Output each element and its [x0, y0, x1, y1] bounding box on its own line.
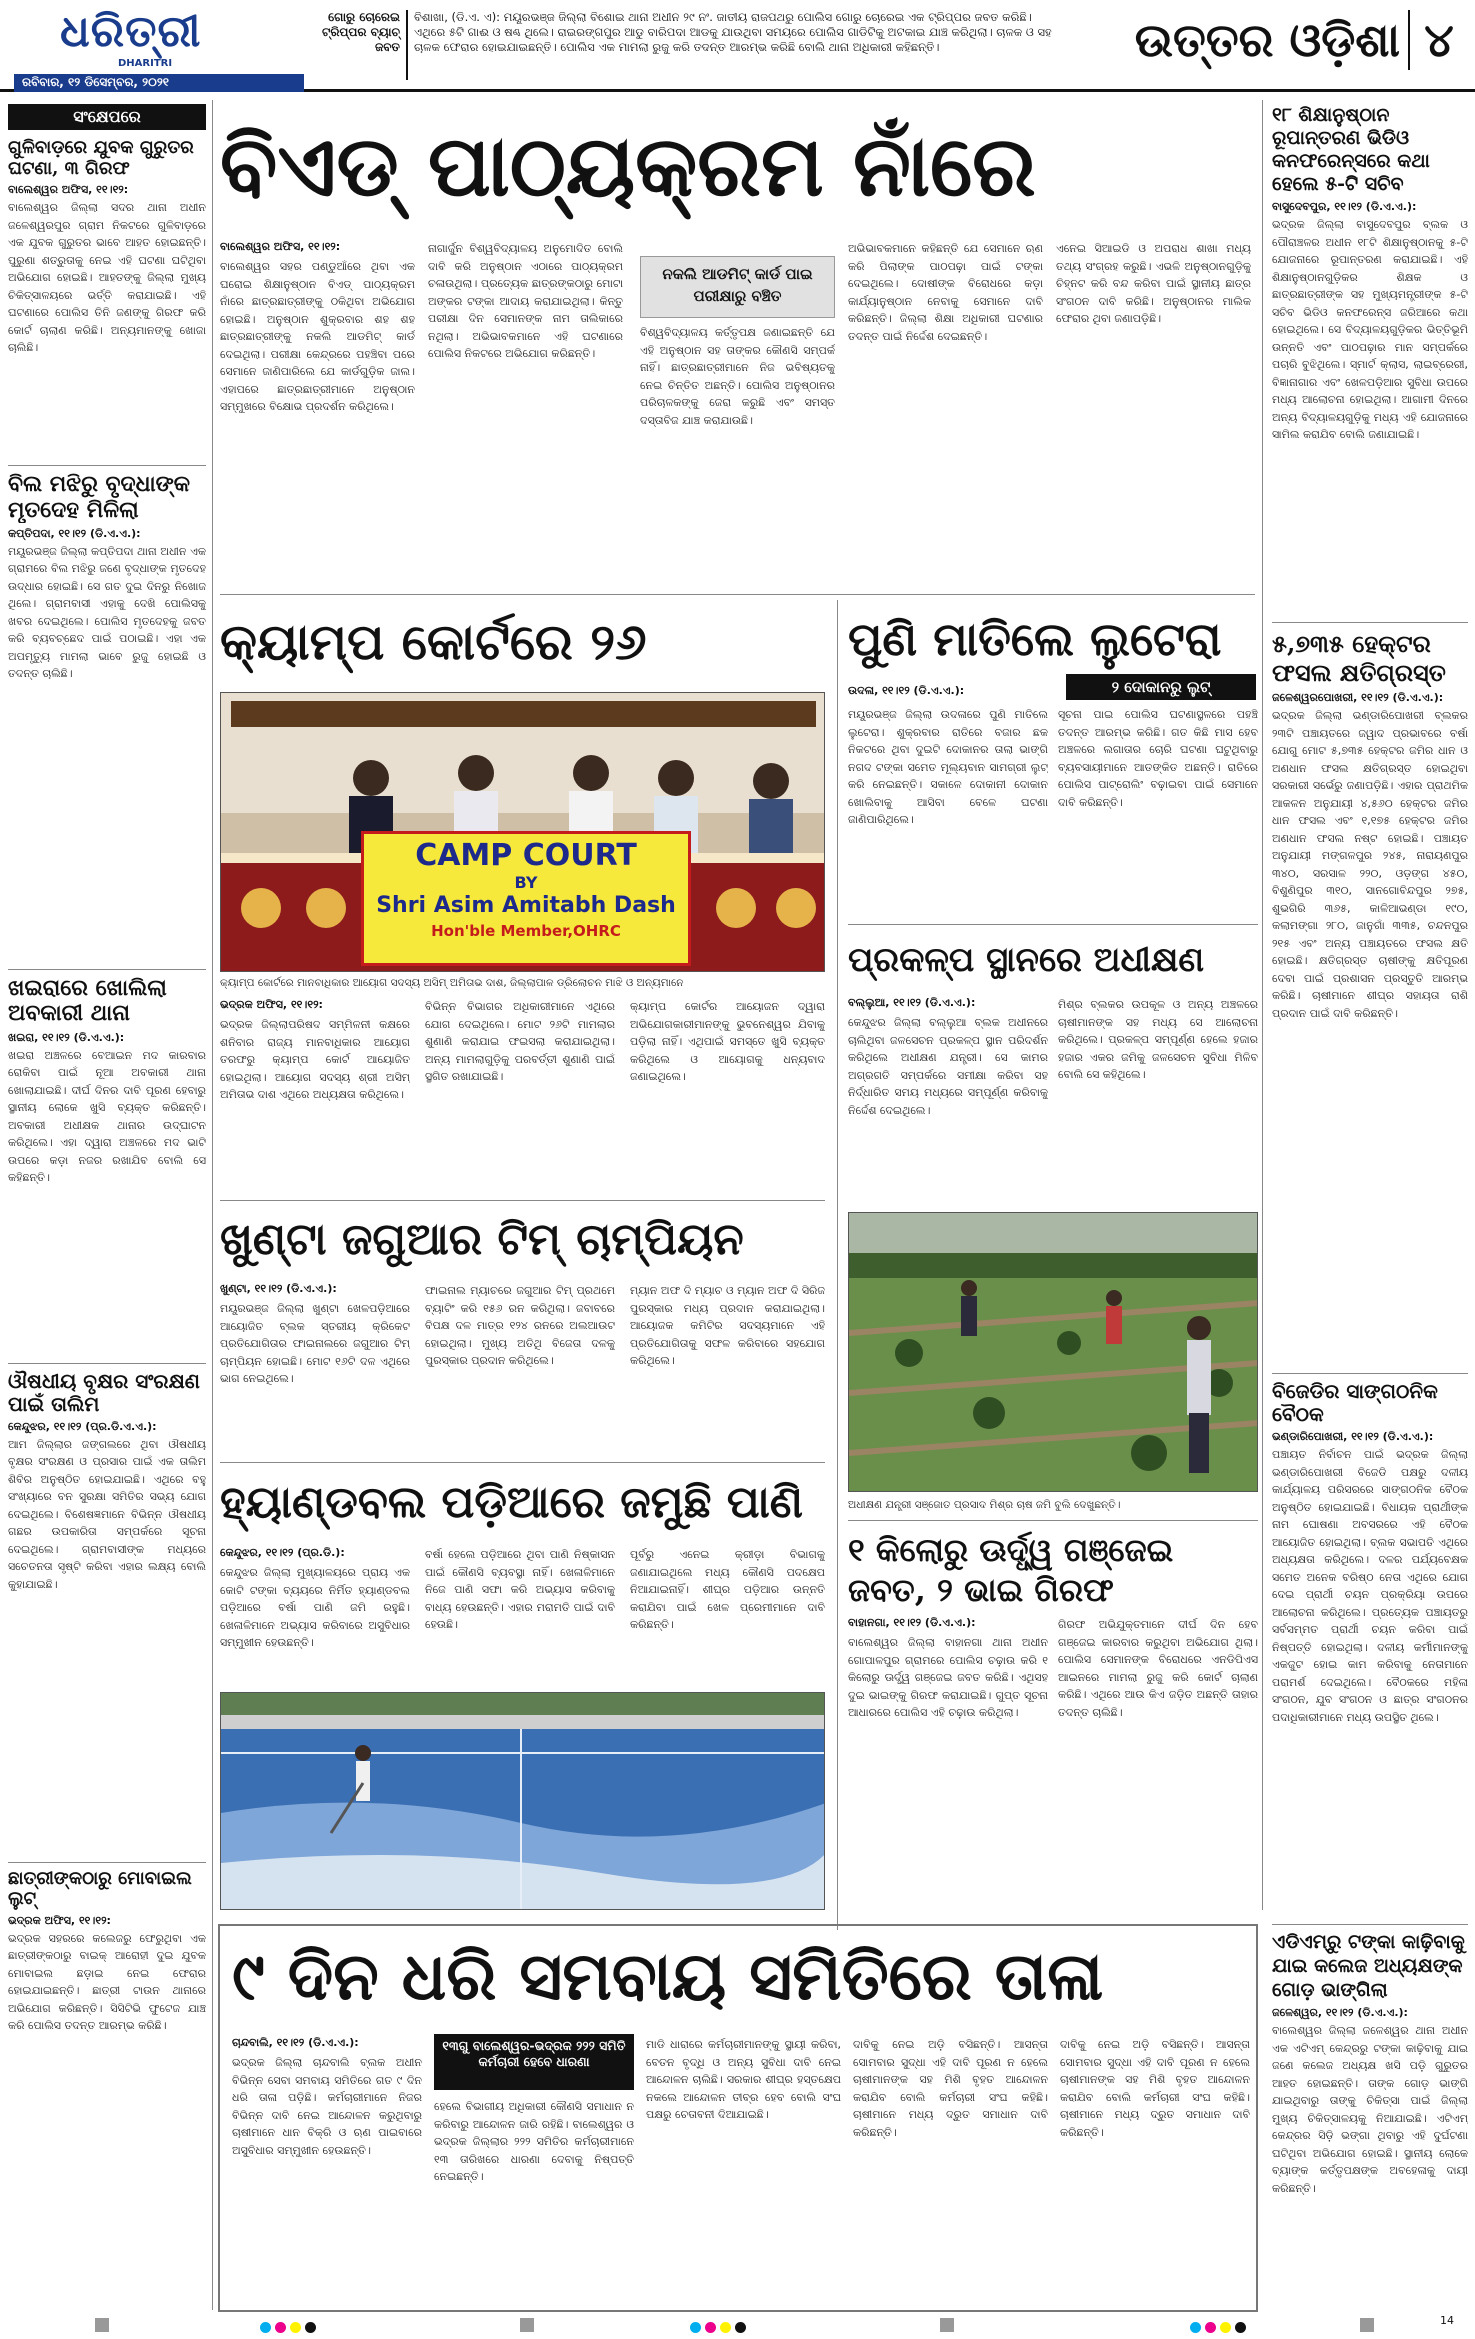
brief-body: ବାଲେଶ୍ୱର ଜିଲ୍ଲା ସଦର ଥାନା ଅଧୀନ ଜଳେଶ୍ୱରପୁର ଗ୍ରାମ ନିକଟରେ ଗୁଳିବାଡ଼ରେ ଏକ ଯୁବକ ଗୁରୁତର ଭାବେ ଆହତ ହୋଇଛନ୍ତି। ପୁରୁଣା ଶତ୍ରୁତାକୁ ନେଇ ଏହି ଘଟଣା ଘଟିଥିବା ଅଭିଯୋଗ ହୋଇଛି। ଆହତଙ୍କୁ ଜିଲ୍ଲା ମୁଖ୍ୟ ଚିକିତ୍ସାଳୟରେ ଭର୍ତ୍ତି କରାଯାଇଛି। ଏହି ଘଟଣାରେ ପୋଲିସ ତିନି ଜଣଙ୍କୁ ଗିରଫ କରି କୋର୍ଟ ଚାଲାଣ କରିଛି। ଅନ୍ୟମାନଙ୍କୁ ଖୋଜା ଚାଲିଛି।	[8, 201, 206, 355]
lead-headline: ବିଏଡ୍ ପାଠ୍ୟକ୍ରମ ନାଁରେ	[220, 116, 1036, 215]
right-column	[1272, 104, 1468, 1919]
brief-body: ଆମ ଜିଲ୍ଲାର ଜଙ୍ଗଲରେ ଥିବା ଔଷଧୀୟ ବୃକ୍ଷର ସଂରକ୍ଷଣ ଓ ପ୍ରସାର ପାଇଁ ଏକ ତାଲିମ ଶିବିର ଅନୁଷ୍ଠିତ ହୋଇଯାଇଛି। ଏଥିରେ ବହୁ ସଂଖ୍ୟାରେ ବନ ସୁରକ୍ଷା ସମିତିର ସଭ୍ୟ ଯୋଗ ଦେଇଥିଲେ। ବିଶେଷଜ୍ଞମାନେ ବିଭିନ୍ନ ଔଷଧୀୟ ଗଛର ଉପକାରିତା ସମ୍ପର୍କରେ ସୂଚନା ଦେଇଥିଲେ। ଗ୍ରାମବାସୀଙ୍କ ମଧ୍ୟରେ ସଚେତନତା ସୃଷ୍ଟି କରିବା ଏହାର ଲକ୍ଷ୍ୟ ବୋଲି କୁହାଯାଇଛି।	[8, 1437, 206, 1591]
registration-square	[95, 2318, 109, 2332]
column-divider	[837, 600, 838, 1930]
cooperative-lock-column-3: ମାଡି ଧାରାରେ କର୍ମଚାରୀମାନଙ୍କୁ ସ୍ଥାୟୀ କରିବା, ବେତନ ବୃଦ୍ଧି ଓ ଅନ୍ୟ ସୁବିଧା ଦାବି ନେଇ ଆନ୍ଦୋଳନ ଚାଲିଛି। ସରକାର ଶୀଘ୍ର ହସ୍ତକ୍ଷେପ ନକଲେ ଆନ୍ଦୋଳନ ତୀବ୍ର ହେବ ବୋଲି ସଂଘ ପକ୍ଷରୁ ଚେତାବନୀ ଦିଆଯାଇଛି।	[646, 2038, 841, 2121]
loot-dateline: ଉଦଳା, ୧୧।୧୨ (ଡି.ଏ.ଏ.):	[848, 684, 965, 697]
cricket-headline: ଖୁଣ୍ଟା ଜଗୁଆର ଟିମ୍ ଚାମ୍ପିୟନ	[220, 1214, 744, 1265]
crop-body: ଭଦ୍ରକ ଜିଲ୍ଲା ଭଣ୍ଡାରିପୋଖରୀ ବ୍ଲକର ୨୩ଟି ପଞ୍ଚାୟତରେ ଜୱାଦ ପ୍ରଭାବରେ ବର୍ଷା ଯୋଗୁ ମୋଟ ୫,୭୩୫ ହେକ୍ଟର ଜମିର ଧାନ ଓ ଅଣଧାନ ଫସଲ କ୍ଷତିଗ୍ରସ୍ତ ହୋଇଥିବା ସରକାରୀ ସର୍ଭେରୁ ଜଣାପଡ଼ିଛି। ଏହାର ପ୍ରାଥମିକ ଆକଳନ ଅନୁଯାୟୀ ୪,୫୬୦ ହେକ୍ଟର ଜମିର ଧାନ ଫସଲ ଏବଂ ୧,୧୭୫ ହେକ୍ଟର ଜମିର ଅଣଧାନ ଫସଲ ନଷ୍ଟ ହୋଇଛି। ପଞ୍ଚାୟତ ଅନୁଯାୟୀ ମଙ୍ଗଳପୁର ୨୪୫, ନାରାୟଣପୁର ୩୪୦, ସରସାଳ ୨୨୦, ଓଡ଼ଙ୍ଗ ୪୫୦, ବିଶୁଣିପୁର ୩୧୦, ସାନଗୋବିନ୍ଦପୁର ୨୭୫, ଶୁଭଗିରି ୩୬୫, କାଳିଆଭଣ୍ଡା ୧୯୦, କଲାମଙ୍ଗା ୨୮୦, ଜାନୁଗାଁ ୩୩୫, ଚନ୍ଦନପୁର ୨୧୫ ଏବଂ ଅନ୍ୟ ପଞ୍ଚାୟତରେ ଫସଲ କ୍ଷତି ହୋଇଛି। କ୍ଷତିଗ୍ରସ୍ତ ଚାଷୀଙ୍କୁ କ୍ଷତିପୂରଣ ଦେବା ପାଇଁ ପ୍ରଶାସନ ପ୍ରସ୍ତୁତି ଆରମ୍ଭ କରିଛି। ଚାଷୀମାନେ ଶୀଘ୍ର ସହାୟତା ରାଶି ପ୍ରଦାନ ପାଇଁ ଦାବି କରିଛନ୍ତି।	[1272, 709, 1468, 1020]
cooperative-lock-headline: ୯ ଦିନ ଧରି ସମବାୟ ସମିତିରେ ତାଳା	[232, 1937, 1104, 2015]
crop-headline: ୫,୭୩୫ ହେକ୍ଟର ଫସଲ କ୍ଷତିଗ୍ରସ୍ତ	[1272, 629, 1446, 687]
official-dateline: ବଲ୍ଲୁଆ, ୧୧।୧୨ (ଡି.ଏ.ଏ.):	[848, 996, 976, 1009]
registration-square	[940, 2318, 954, 2332]
loot-column-1: ମୟୂରଭଞ୍ଜ ଜିଲ୍ଲା ଉଦଳାରେ ପୁଣି ମାତିଲେ ଲୁଟେରା। ଶୁକ୍ରବାର ରାତିରେ ବଜାର ଛକ ନିକଟରେ ଥିବା ଦୁଇଟି ଦୋକାନର ତାଲା ଭାଙ୍ଗି ନଗଦ ଟଙ୍କା ସମେତ ମୂଲ୍ୟବାନ ସାମଗ୍ରୀ ଲୁଟ୍ କରି ନେଇଛନ୍ତି। ସକାଳେ ଦୋକାନୀ ଦୋକାନ ଖୋଲିବାକୁ ଆସିବା ବେଳେ ଘଟଣା ଜାଣିପାରିଥିଲେ।	[848, 708, 1048, 826]
banner-by: BY	[514, 873, 538, 892]
camp-court-dateline: ଭଦ୍ରକ ଅଫିସ, ୧୧।୧୨:	[220, 998, 323, 1011]
crop-dateline: ଜଳେଶ୍ୱରପୋଖରୀ, ୧୧।୧୨ (ଡି.ଏ.ଏ.):	[1272, 691, 1444, 704]
camp-court-column-1: ଭଦ୍ରକ ଜିଲ୍ଲାପରିଷଦ ସମ୍ମିଳନୀ କକ୍ଷରେ ଶନିବାର ରାଜ୍ୟ ମାନବାଧିକାର ଆୟୋଗ ତରଫରୁ କ୍ୟାମ୍ପ କୋର୍ଟ ଆୟୋଜିତ ହୋଇଥିଲା। ଆୟୋଗ ସଦସ୍ୟ ଶ୍ରୀ ଅସିମ୍ ଅମିତାଭ ଦାଶ ଏଥିରେ ଅଧ୍ୟକ୍ଷତା କରିଥିଲେ।	[220, 1018, 410, 1101]
loot-headline: ପୁଣି ମାତିଲେ ଲୁଟେରା	[848, 612, 1222, 666]
water-column-1: କେନ୍ଦୁଝର ଜିଲ୍ଲା ମୁଖ୍ୟାଳୟରେ ପ୍ରାୟ ଏକ କୋଟି ଟଙ୍କା ବ୍ୟୟରେ ନିର୍ମିତ ହ୍ୟାଣ୍ଡବଲ ପଡ଼ିଆରେ ବର୍ଷା ପାଣି ଜମି ରହୁଛି। ଖେଳାଳିମାନେ ଅଭ୍ୟାସ କରିବାରେ ଅସୁବିଧାର ସମ୍ମୁଖୀନ ହେଉଛନ୍ତି।	[220, 1566, 410, 1649]
camp-court-caption: କ୍ୟାମ୍ପ କୋର୍ଟରେ ମାନବାଧିକାର ଆୟୋଗ ସଦସ୍ୟ ଅସିମ୍ ଅମିତାଭ ଦାଶ, ଜିଲ୍ଲାପାଳ ଡ୍ରିଲୋଚନ ମାଝି ଓ ଅନ୍ୟମାନେ	[220, 977, 684, 989]
banner-name: Shri Asim Amitabh Dash	[376, 893, 676, 918]
lead-dateline: ବାଲେଶ୍ୱର ଅଫିସ, ୧୧।୧୨:	[220, 240, 341, 253]
cricket-column-1: ମୟୂରଭଞ୍ଜ ଜିଲ୍ଲା ଖୁଣ୍ଟା ଖେଳପଡ଼ିଆରେ ଆୟୋଜିତ ବ୍ଲକ ସ୍ତରୀୟ କ୍ରିକେଟ ପ୍ରତିଯୋଗିତାର ଫାଇନାଲରେ ଜଗୁଆର ଟିମ୍ ଚାମ୍ପିୟନ ହୋଇଛି। ମୋଟ ୧୬ଟି ଦଳ ଏଥିରେ ଭାଗ ନେଇଥିଲେ।	[220, 1302, 410, 1385]
brief-dateline: କେନ୍ଦୁଝର, ୧୧।୧୨ (ପ୍ର.ଡି.ଏ.ଏ.):	[8, 1419, 157, 1433]
cooperative-lock-column-4: ଦାବିକୁ ନେଇ ଅଡ଼ି ବସିଛନ୍ତି। ଆସନ୍ତା ସୋମବାର ସୁଦ୍ଧା ଏହି ଦାବି ପୂରଣ ନ ହେଲେ ଚାଷୀମାନଙ୍କ ସହ ମିଶି ବୃହତ ଆନ୍ଦୋଳନ କରାଯିବ ବୋଲି କର୍ମଚାରୀ ସଂଘ କହିଛି। ଚାଷୀମାନେ ମଧ୍ୟ ଦ୍ରୁତ ସମାଧାନ ଦାବି କରିଛନ୍ତି।	[853, 2038, 1048, 2139]
atm-story	[1272, 1930, 1468, 2310]
column-divider	[212, 100, 213, 2310]
registration-square	[520, 2318, 534, 2332]
cooperative-lock-column-2: ହେଲେ ବିଭାଗୀୟ ଅଧିକାରୀ କୌଣସି ସମାଧାନ ନ କରିବାରୁ ଆନ୍ଦୋଳନ ଜାରି ରହିଛି। ବାଲେଶ୍ୱର ଓ ଭଦ୍ରକ ଜିଲ୍ଲାର ୨୨୨ ସମିତିର କର୍ମଚାରୀମାନେ ୧୩ ତାରିଖରେ ଧାରଣା ଦେବାକୁ ନିଷ୍ପତ୍ତି ନେଇଛନ୍ତି।	[434, 2100, 634, 2183]
handball-court-photo	[220, 1692, 825, 1910]
cricket-story	[220, 1282, 825, 1462]
bjd-headline: ବିଜେଡିର ସାଙ୍ଗଠନିକ ବୈଠକ	[1272, 1380, 1438, 1426]
official-column-1: କେନ୍ଦୁଝର ଜିଲ୍ଲା ବଲ୍ଲୁଆ ବ୍ଲକ ଅଧୀନରେ ଚାଲିଥିବା ଜଳସେଚନ ପ୍ରକଳ୍ପ ସ୍ଥାନ ପରିଦର୍ଶନ କରିଥିଲେ ଅଧୀକ୍ଷଣ ଯନ୍ତ୍ରୀ। ସେ କାମର ଅଗ୍ରଗତି ସମ୍ପର୍କରେ ସମୀକ୍ଷା କରିବା ସହ ନିର୍ଦ୍ଧାରିତ ସମୟ ମଧ୍ୟରେ ସମ୍ପୂର୍ଣ୍ଣ କରିବାକୁ ନିର୍ଦ୍ଦେଶ ଦେଇଥିଲେ।	[848, 1016, 1048, 1117]
newspaper-logo-latin: DHARITRI	[118, 58, 173, 69]
masthead	[0, 0, 1475, 92]
brief-dateline: ଭଦ୍ରକ ଅଫିସ, ୧୧।୧୨:	[8, 1913, 111, 1927]
camp-court-photo	[220, 692, 825, 972]
section-title: ଉତ୍ତର ଓଡ଼ିଶା	[1134, 13, 1400, 67]
atm-headline: ଏଡିଏମ୍‌ରୁ ଟଙ୍କା କାଢ଼ିବାକୁ ଯାଇ କଲେଜ ଅଧ୍ୟକ୍ଷଙ୍କ ଗୋଡ଼ ଭାଙ୍ଗିଲା	[1272, 1931, 1465, 2001]
water-column-2: ବର୍ଷା ହେଲେ ପଡ଼ିଆରେ ଥିବା ପାଣି ନିଷ୍କାସନ ପାଇଁ କୌଣସି ବ୍ୟବସ୍ଥା ନାହିଁ। ଖେଳାଳିମାନେ ନିଜେ ପାଣି ସଫା କରି ଅଭ୍ୟାସ କରିବାକୁ ବାଧ୍ୟ ହେଉଛନ୍ତି। ଏହାର ମରାମତି ପାଇଁ ଦାବି ହେଉଛି।	[425, 1548, 615, 1631]
atm-dateline: ଜଳେଶ୍ୱର, ୧୧।୧୨ (ଡି.ଏ.ଏ.):	[1272, 2006, 1408, 2019]
field-illustration	[849, 1213, 1258, 1492]
page-folio: 14	[1440, 2314, 1454, 2327]
camp-court-story	[220, 998, 825, 1198]
ganja-column-1: ବାଲେଶ୍ୱର ଜିଲ୍ଲା ବାହାନଗା ଥାନା ଅଧୀନ ଗୋପାଳପୁର ଗ୍ରାମରେ ପୋଲିସ ଚଢ଼ାଉ କରି ୧ କିଲୋରୁ ଊର୍ଦ୍ଧ୍ୱ ଗଞ୍ଜେଇ ଜବତ କରିଛି। ଏଥିସହ ଦୁଇ ଭାଇଙ୍କୁ ଗିରଫ କରାଯାଇଛି। ଗୁପ୍ତ ସୂଚନା ଆଧାରରେ ପୋଲିସ ଏହି ଚଢ଼ାଉ କରିଥିଲା।	[848, 1636, 1048, 1719]
loot-column-2: ସୂଚନା ପାଇ ପୋଲିସ ଘଟଣାସ୍ଥଳରେ ପହଞ୍ଚି ତଦନ୍ତ ଆରମ୍ଭ କରିଛି। ଗତ କିଛି ମାସ ହେବ ଅଞ୍ଚଳରେ ଲଗାତାର ଚୋରି ଘଟଣା ଘଟୁଥିବାରୁ ବ୍ୟବସାୟୀମାନେ ଆତଙ୍କିତ ଅଛନ୍ତି। ରାତିରେ ପୋଲିସ ପାଟ୍ରୋଲିଂ ବଢ଼ାଇବା ପାଇଁ ସେମାନେ ଦାବି କରିଛନ୍ତି।	[1058, 708, 1258, 809]
schools-body: ଭଦ୍ରକ ଜିଲ୍ଲା ବାସୁଦେବପୁର ବ୍ଲକ ଓ ପୌରାଞ୍ଚଳର ଅଧୀନ ୧୮ଟି ଶିକ୍ଷାନୁଷ୍ଠାନକୁ ୫-ଟି ଯୋଜନାରେ ରୂପାନ୍ତରଣ କରାଯାଇଛି। ଏହି ଶିକ୍ଷାନୁଷ୍ଠାନଗୁଡ଼ିକର ଶିକ୍ଷକ ଓ ଛାତ୍ରଛାତ୍ରୀଙ୍କ ସହ ମୁଖ୍ୟମନ୍ତ୍ରୀଙ୍କ ୫-ଟି ସଚିବ ଭିଡିଓ କନଫରେନ୍ସ ଜରିଆରେ କଥା ହୋଇଥିଲେ। ସେ ବିଦ୍ୟାଳୟଗୁଡ଼ିକର ଭିତ୍ତିଭୂମି ଉନ୍ନତି ଏବଂ ପାଠପଢ଼ାର ମାନ ସମ୍ପର୍କରେ ପଚାରି ବୁଝିଥିଲେ। ସ୍ମାର୍ଟ କ୍ଲାସ, ଲାଇବ୍ରେରୀ, ବିଜ୍ଞାନାଗାର ଏବଂ ଖେଳପଡ଼ିଆର ସୁବିଧା ଉପରେ ମଧ୍ୟ ଆଲୋଚନା ହୋଇଥିଲା। ଆଗାମୀ ଦିନରେ ଅନ୍ୟ ବିଦ୍ୟାଳୟଗୁଡ଼ିକୁ ମଧ୍ୟ ଏହି ଯୋଜନାରେ ସାମିଲ କରାଯିବ ବୋଲି ଜଣାଯାଇଛି।	[1272, 218, 1468, 441]
cooperative-lock-box: ୧୩ଗୁ ବାଲେଶ୍ୱର-ଭଦ୍ରକ ୨୨୨ ସମିତି କର୍ମଚାରୀ ହେବେ ଧାରଣା	[434, 2034, 634, 2090]
lead-column-5: ଏନେଇ ସିଆଇଡି ଓ ଅପରାଧ ଶାଖା ମଧ୍ୟ ତଥ୍ୟ ସଂଗ୍ରହ କରୁଛି। ଏଭଳି ଅନୁଷ୍ଠାନଗୁଡ଼ିକୁ ଚିହ୍ନଟ କରି ବନ୍ଦ କରିବା ପାଇଁ ସ୍ଥାନୀୟ ଛାତ୍ର ସଂଗଠନ ଦାବି କରିଛି। ଅନୁଷ୍ଠାନର ମାଲିକ ଫେରାର ଥିବା ଜଣାପଡ଼ିଛି।	[1056, 242, 1251, 325]
loot-tag: ୨ ଦୋକାନରୁ ଲୁଟ୍	[1066, 674, 1256, 700]
banner-title: CAMP COURT	[415, 838, 637, 873]
page-number: ୪	[1408, 10, 1468, 70]
brief-headline: ଗୁଳିବାଡ଼ରେ ଯୁବକ ଗୁରୁତର ଘଟଣା, ୩ ଗିରଫ	[8, 138, 194, 179]
newspaper-logo: ଧରିତ୍ରୀ	[60, 6, 202, 57]
schools-dateline: ବାସୁଦେବପୁର, ୧୧।୧୨ (ଡି.ଏ.ଏ.):	[1272, 200, 1417, 213]
camp-court-column-2: ବିଭିନ୍ନ ବିଭାଗର ଅଧିକାରୀମାନେ ଏଥିରେ ଯୋଗ ଦେଇଥିଲେ। ମୋଟ ୨୬ଟି ମାମଲାର ଶୁଣାଣି କରାଯାଇ ଫଇସଲା କରାଯାଇଥିଲା। ଅନ୍ୟ ମାମଲାଗୁଡ଼ିକୁ ପରବର୍ତ୍ତୀ ଶୁଣାଣି ପାଇଁ ସ୍ଥଗିତ ରଖାଯାଇଛି।	[425, 1000, 615, 1083]
color-dots	[690, 2318, 750, 2337]
briefs-column	[8, 104, 206, 2304]
ganja-headline: ୧ କିଲୋରୁ ଊର୍ଦ୍ଧ୍ୱ ଗଞ୍ଜେଇ ଜବତ, ୨ ଭାଇ ଗିରଫ	[848, 1531, 1174, 1609]
lead-column-4: ଅଭିଭାବକମାନେ କହିଛନ୍ତି ଯେ ସେମାନେ ଋଣ କରି ପିଲାଙ୍କ ପାଠପଢ଼ା ପାଇଁ ଟଙ୍କା ଦେଇଥିଲେ। ଦୋଷୀଙ୍କ ବିରୋଧରେ କଡ଼ା କାର୍ଯ୍ୟାନୁଷ୍ଠାନ ନେବାକୁ ସେମାନେ ଦାବି କରିଛନ୍ତି। ଜିଲ୍ଲା ଶିକ୍ଷା ଅଧିକାରୀ ଘଟଣାର ତଦନ୍ତ ପାଇଁ ନିର୍ଦ୍ଦେଶ ଦେଇଛନ୍ତି।	[848, 242, 1043, 343]
ganja-dateline: ବାହାନଗା, ୧୧।୧୨ (ଡି.ଏ.ଏ.):	[848, 1616, 976, 1629]
field-photo	[848, 1212, 1258, 1492]
lead-column-2: ନାଗାର୍ଜୁନ ବିଶ୍ୱବିଦ୍ୟାଳୟ ଅନୁମୋଦିତ ବୋଲି ଦାବି କରି ଅନୁଷ୍ଠାନ ଏଠାରେ ପାଠ୍ୟକ୍ରମ ଚଳାଉଥିଲା। ପ୍ରତ୍ୟେକ ଛାତ୍ରଙ୍କଠାରୁ ମୋଟା ଅଙ୍କର ଟଙ୍କା ଆଦାୟ କରାଯାଇଥିଲା। କିନ୍ତୁ ପରୀକ୍ଷା ଦିନ ସେମାନଙ୍କ ନାମ ତାଲିକାରେ ନଥିଲା। ଅଭିଭାବକମାନେ ଏହି ଘଟଣାରେ ପୋଲିସ ନିକଟରେ ଅଭିଯୋଗ କରିଛନ୍ତି।	[428, 242, 623, 360]
lead-highlight-box: ନକଲି ଆଡମିଟ୍ କାର୍ଡ ପାଇ ପରୀକ୍ଷାରୁ ବଞ୍ଚିତ	[640, 256, 835, 318]
handball-court-illustration	[221, 1693, 825, 1910]
camp-court-banner	[361, 831, 691, 966]
brief-headline: ଔଷଧୀୟ ବୃକ୍ଷର ସଂରକ୍ଷଣ ପାଇଁ ତାଲିମ	[8, 1369, 200, 1416]
brief-headline: ଛାତ୍ରୀଙ୍କଠାରୁ ମୋବାଇଲ ଲୁଟ୍	[8, 1868, 192, 1910]
cooperative-lock-column-1: ଭଦ୍ରକ ଜିଲ୍ଲା ଚାନ୍ଦବାଲି ବ୍ଲକ ଅଧୀନ ବିଭିନ୍ନ ସେବା ସମବାୟ ସମିତିରେ ଗତ ୯ ଦିନ ଧରି ତାଳା ପଡ଼ିଛି। କର୍ମଚାରୀମାନେ ନିଜର ବିଭିନ୍ନ ଦାବି ନେଇ ଆନ୍ଦୋଳନ କରୁଥିବାରୁ ଚାଷୀମାନେ ଧାନ ବିକ୍ରି ଓ ଋଣ ପାଇବାରେ ଅସୁବିଧାର ସମ୍ମୁଖୀନ ହେଉଛନ୍ତି।	[232, 2056, 422, 2157]
water-dateline: କେନ୍ଦୁଝର, ୧୧।୧୨ (ପ୍ର.ଡି.):	[220, 1546, 345, 1559]
banner-designation: Hon'ble Member,OHRC	[431, 922, 621, 940]
issue-date: ରବିବାର, ୧୨ ଡିସେମ୍ବର, ୨୦୨୧	[14, 74, 304, 92]
cricket-column-3: ମ୍ୟାନ ଅଫ ଦି ମ୍ୟାଚ ଓ ମ୍ୟାନ ଅଫ ଦି ସିରିଜ ପୁରସ୍କାର ମଧ୍ୟ ପ୍ରଦାନ କରାଯାଇଥିଲା। ଆୟୋଜକ କମିଟିର ସଦସ୍ୟମାନେ ଏହି ପ୍ରତିଯୋଗିତାକୁ ସଫଳ କରିବାରେ ସହଯୋଗ କରିଥିଲେ।	[630, 1284, 825, 1367]
water-column-3: ପୂର୍ବରୁ ଏନେଇ କ୍ରୀଡ଼ା ବିଭାଗକୁ ଜଣାଯାଇଥିଲେ ମଧ୍ୟ କୌଣସି ପଦକ୍ଷେପ ନିଆଯାଇନାହିଁ। ଶୀଘ୍ର ପଡ଼ିଆର ଉନ୍ନତି କରାଯିବା ପାଇଁ ଖେଳ ପ୍ରେମୀମାନେ ଦାବି କରିଛନ୍ତି।	[630, 1548, 825, 1631]
lead-column-1: ବାଲେଶ୍ୱର ସହର ପଣ୍ଡୁଆଁରେ ଥିବା ଏକ ଘରୋଇ ଶିକ୍ଷାନୁଷ୍ଠାନ ବିଏଡ୍ ପାଠ୍ୟକ୍ରମ ନାଁରେ ଛାତ୍ରଛାତ୍ରୀଙ୍କୁ ଠକିଥିବା ଅଭିଯୋଗ ହୋଇଛି। ଅନୁଷ୍ଠାନ ଶୁକ୍ରବାର ଶହ ଶହ ଛାତ୍ରଛାତ୍ରୀଙ୍କୁ ନକଲି ଆଡମିଟ୍ କାର୍ଡ ଦେଇଥିଲା। ପରୀକ୍ଷା କେନ୍ଦ୍ରରେ ପହଞ୍ଚିବା ପରେ ସେମାନେ ଜାଣିପାରିଲେ ଯେ କାର୍ଡଗୁଡ଼ିକ ଜାଲ। ଏହାପରେ ଛାତ୍ରଛାତ୍ରୀମାନେ ଅନୁଷ୍ଠାନ ସମ୍ମୁଖରେ ବିକ୍ଷୋଭ ପ୍ରଦର୍ଶନ କରିଥିଲେ।	[220, 260, 415, 413]
cooperative-lock-frame	[218, 1924, 1258, 2312]
cooperative-lock-dateline: ଚାନ୍ଦବାଲି, ୧୧।୧୨ (ଡି.ଏ.ଏ.):	[232, 2036, 359, 2049]
column-divider	[1262, 100, 1263, 1910]
camp-court-column-3: କ୍ୟାମ୍ପ କୋର୍ଟର ଆୟୋଜନ ଦ୍ୱାରା ଅଭିଯୋଗକାରୀମାନଙ୍କୁ ଭୁବନେଶ୍ୱର ଯିବାକୁ ପଡ଼ିଲା ନାହିଁ। ଏଥିପାଇଁ ସମସ୍ତେ ଖୁସି ବ୍ୟକ୍ତ କରିଥିଲେ ଓ ଆୟୋଗକୁ ଧନ୍ୟବାଦ ଜଣାଇଥିଲେ।	[630, 1000, 825, 1083]
color-dots	[260, 2318, 320, 2337]
brief-dateline: କପ୍ତିପଦା, ୧୧।୧୨ (ଡି.ଏ.ଏ.):	[8, 526, 141, 540]
top-strap-body: ବିଶାଖା, (ଡି.ଏ. ଏ): ମୟୂରଭଞ୍ଜ ଜିଲ୍ଲା ବିଶୋଇ ଥାନା ଅଧୀନ ୨୯ ନଂ. ଜାତୀୟ ରାଜପଥରୁ ପୋଲିସ ଗୋରୁ ଚୋରେଇ ଏକ ଟ୍ରିପ୍ପର ଜବତ କରିଛି। ଏଥିରେ ୫ଟି ଗାଈ ଓ ଷଣ୍ଢ ଥିଲେ। ରାଇରଙ୍ଗପୁର ଆଡୁ ବାରିପଦା ଆଡକୁ ଯାଉଥିବା ସମୟରେ ପୋଲିସ ଗାଡିଟିକୁ ଅଟକାଇ ଯାଞ୍ଚ କରିଥିଲା। ଚାଳକ ଓ ସହ ଚାଳକ ଫେରାର ହୋଇଯାଇଛନ୍ତି। ପୋଲିସ ଏକ ମାମଲା ରୁଜୁ କରି ତଦନ୍ତ ଆରମ୍ଭ କରିଛି ବୋଲି ଥାନା ଅଧିକାରୀ କହିଛନ୍ତି।	[414, 10, 1052, 54]
official-headline: ପ୍ରକଳ୍ପ ସ୍ଥାନରେ ଅଧୀକ୍ଷଣ	[848, 940, 1205, 980]
schools-headline: ୧୮ ଶିକ୍ଷାନୁଷ୍ଠାନ ରୂପାନ୍ତରଣ ଭିଡିଓ କନଫରେନ୍ସରେ କଥା ହେଲେ ୫-ଟି ସଚିବ	[1272, 104, 1430, 195]
brief-dateline: ବାଲେଶ୍ୱର ଅଫିସ, ୧୧।୧୨:	[8, 183, 129, 197]
lead-column-3: ବିଶ୍ୱବିଦ୍ୟାଳୟ କର୍ତ୍ତୃପକ୍ଷ ଜଣାଇଛନ୍ତି ଯେ ଏହି ଅନୁଷ୍ଠାନ ସହ ତାଙ୍କର କୌଣସି ସମ୍ପର୍କ ନାହିଁ। ଛାତ୍ରଛାତ୍ରୀମାନେ ନିଜ ଭବିଷ୍ୟତକୁ ନେଇ ଚିନ୍ତିତ ଅଛନ୍ତି। ପୋଲିସ ଅନୁଷ୍ଠାନର ପରିଚାଳକଙ୍କୁ ଜେରା କରୁଛି ଏବଂ ସମସ୍ତ ଦସ୍ତାବିଜ ଯାଞ୍ଚ କରାଯାଉଛି।	[640, 326, 835, 427]
cricket-column-2: ଫାଇନାଲ ମ୍ୟାଚରେ ଜଗୁଆର ଟିମ୍ ପ୍ରଥମେ ବ୍ୟାଟିଂ କରି ୧୫୬ ରନ କରିଥିଲା। ଜବାବରେ ବିପକ୍ଷ ଦଳ ମାତ୍ର ୧୨୪ ରନରେ ଅଲଆଉଟ ହୋଇଥିଲା। ମୁଖ୍ୟ ଅତିଥି ବିଜେତା ଦଳକୁ ପୁରସ୍କାର ପ୍ରଦାନ କରିଥିଲେ।	[425, 1284, 615, 1367]
brief-body: ଖଇରା ଅଞ୍ଚଳରେ ବେଆଇନ ମଦ କାରବାର ରୋକିବା ପାଇଁ ନୂଆ ଅବକାରୀ ଥାନା ଖୋଲାଯାଇଛି। ଦୀର୍ଘ ଦିନର ଦାବି ପୂରଣ ହେବାରୁ ସ୍ଥାନୀୟ ଲୋକେ ଖୁସି ବ୍ୟକ୍ତ କରିଛନ୍ତି। ଅବକାରୀ ଅଧୀକ୍ଷକ ଥାନାର ଉଦ୍‌ଘାଟନ କରିଥିଲେ। ଏହା ଦ୍ୱାରା ଅଞ୍ଚଳରେ ମଦ ଭାଟି ଉପରେ କଡ଼ା ନଜର ରଖାଯିବ ବୋଲି ସେ କହିଛନ୍ତି।	[8, 1048, 206, 1185]
official-column-2: ମିଶ୍ର ବ୍ଲକର ଉପକୂଳ ଓ ଅନ୍ୟ ଅଞ୍ଚଳରେ ଚାଷୀମାନଙ୍କ ସହ ମଧ୍ୟ ସେ ଆଲୋଚନା କରିଥିଲେ। ପ୍ରକଳ୍ପ ସମ୍ପୂର୍ଣ୍ଣ ହେଲେ ହଜାର ହଜାର ଏକର ଜମିକୁ ଜଳସେଚନ ସୁବିଧା ମିଳିବ ବୋଲି ସେ କହିଥିଲେ।	[1058, 998, 1258, 1081]
registration-square	[1360, 2318, 1374, 2332]
cooperative-lock-column-5: ଦାବିକୁ ନେଇ ଅଡ଼ି ବସିଛନ୍ତି। ଆସନ୍ତା ସୋମବାର ସୁଦ୍ଧା ଏହି ଦାବି ପୂରଣ ନ ହେଲେ ଚାଷୀମାନଙ୍କ ସହ ମିଶି ବୃହତ ଆନ୍ଦୋଳନ କରାଯିବ ବୋଲି କର୍ମଚାରୀ ସଂଘ କହିଛି। ଚାଷୀମାନେ ମଧ୍ୟ ଦ୍ରୁତ ସମାଧାନ ଦାବି କରିଛନ୍ତି।	[1060, 2038, 1250, 2139]
water-story	[220, 1546, 825, 1686]
briefs-tag: ସଂକ୍ଷେପରେ	[8, 104, 206, 130]
brief-dateline: ଖଇରା, ୧୧।୧୨ (ଡି.ଏ.ଏ.):	[8, 1030, 125, 1044]
lead-story	[220, 240, 1255, 590]
top-strap-label: ଗୋରୁ ଚୋରେଇ ଟ୍ରିପ୍ପର ବ୍ୟାଚ୍ ଜବତ	[308, 10, 408, 80]
brief-body: ଭଦ୍ରକ ସହରରେ କଲେଜରୁ ଫେରୁଥିବା ଏକ ଛାତ୍ରୀଙ୍କଠାରୁ ବାଇକ୍ ଆରୋହୀ ଦୁଇ ଯୁବକ ମୋବାଇଲ ଛଡ଼ାଇ ନେଇ ଫେରାର ହୋଇଯାଇଛନ୍ତି। ଛାତ୍ରୀ ଟାଉନ ଥାନାରେ ଅଭିଯୋଗ କରିଛନ୍ତି। ସିସିଟିଭି ଫୁଟେଜ ଯାଞ୍ଚ କରି ପୋଲିସ ତଦନ୍ତ ଆରମ୍ଭ କରିଛି।	[8, 1931, 206, 2033]
brief-body: ମୟୂରଭଞ୍ଜ ଜିଲ୍ଲା କପ୍ତିପଦା ଥାନା ଅଧୀନ ଏକ ଗ୍ରାମରେ ବିଲ ମଝିରୁ ଜଣେ ବୃଦ୍ଧାଙ୍କ ମୃତଦେହ ଉଦ୍ଧାର ହୋଇଛି। ସେ ଗତ ଦୁଇ ଦିନରୁ ନିଖୋଜ ଥିଲେ। ଗ୍ରାମବାସୀ ଏହାକୁ ଦେଖି ପୋଲିସକୁ ଖବର ଦେଇଥିଲେ। ପୋଲିସ ମୃତଦେହକୁ ଜବତ କରି ବ୍ୟବଚ୍ଛେଦ ପାଇଁ ପଠାଇଛି। ଏହା ଏକ ଅପମୃତ୍ୟୁ ମାମଲା ଭାବେ ରୁଜୁ ହୋଇଛି ଓ ତଦନ୍ତ ଚାଲିଛି।	[8, 544, 206, 681]
field-photo-caption: ଅଧୀକ୍ଷଣ ଯନ୍ତ୍ରୀ ସଞ୍ଜୋତ ପ୍ରସାଦ ମିଶ୍ର ଚାଷ ଜମି ବୁଲି ଦେଖୁଛନ୍ତି।	[848, 1499, 1121, 1511]
atm-body: ବାଲେଶ୍ୱର ଜିଲ୍ଲା ଜଳେଶ୍ୱର ଥାନା ଅଧୀନ ଏକ ଏଟିଏମ୍ କେନ୍ଦ୍ରରୁ ଟଙ୍କା କାଢ଼ିବାକୁ ଯାଇ ଜଣେ କଲେଜ ଅଧ୍ୟକ୍ଷ ଖସି ପଡ଼ି ଗୁରୁତର ଆହତ ହୋଇଛନ୍ତି। ତାଙ୍କ ଗୋଡ଼ ଭାଙ୍ଗି ଯାଇଥିବାରୁ ତାଙ୍କୁ ଚିକିତ୍ସା ପାଇଁ ଜିଲ୍ଲା ମୁଖ୍ୟ ଚିକିତ୍ସାଳୟକୁ ନିଆଯାଇଛି। ଏଟିଏମ୍ କେନ୍ଦ୍ରର ସିଡ଼ି ଭଙ୍ଗା ଥିବାରୁ ଏହି ଦୁର୍ଘଟଣା ଘଟିଥିବା ଅଭିଯୋଗ ହୋଇଛି। ସ୍ଥାନୀୟ ଲୋକେ ବ୍ୟାଙ୍କ କର୍ତ୍ତୃପକ୍ଷଙ୍କ ଅବହେଳାକୁ ଦାୟୀ କରିଛନ୍ତି।	[1272, 2024, 1468, 2195]
water-headline: ହ୍ୟାଣ୍ଡବଲ ପଡ଼ିଆରେ ଜମୁଛି ପାଣି	[220, 1477, 804, 1528]
bjd-body: ପଞ୍ଚାୟତ ନିର୍ବାଚନ ପାଇଁ ଭଦ୍ରକ ଜିଲ୍ଲା ଭଣ୍ଡାରିପୋଖରୀ ବିଜେଡି ପକ୍ଷରୁ ଦଳୀୟ କାର୍ଯ୍ୟାଳୟ ପରିସରରେ ସାଙ୍ଗଠନିକ ବୈଠକ ଅନୁଷ୍ଠିତ ହୋଇଯାଇଛି। ବିଧାୟକ ପ୍ରାର୍ଥୀଙ୍କ ନାମ ଘୋଷଣା ଅବସରରେ ଏହି ବୈଠକ ଆୟୋଜିତ ହୋଇଥିଲା। ବ୍ଲକ ସଭାପତି ଏଥିରେ ଅଧ୍ୟକ୍ଷତା କରିଥିଲେ। ଦଳର ପର୍ଯ୍ୟବେକ୍ଷକ ସମେତ ଅନେକ ବରିଷ୍ଠ ନେତା ଏଥିରେ ଯୋଗ ଦେଇ ପ୍ରାର୍ଥୀ ଚୟନ ପ୍ରକ୍ରିୟା ଉପରେ ଆଲୋଚନା କରିଥିଲେ। ପ୍ରତ୍ୟେକ ପଞ୍ଚାୟତରୁ ସର୍ବସମ୍ମତ ପ୍ରାର୍ଥୀ ଚୟନ କରିବା ପାଇଁ ନିଷ୍ପତ୍ତି ହୋଇଥିଲା। ଦଳୀୟ କର୍ମୀମାନଙ୍କୁ ଏକଜୁଟ ହୋଇ କାମ କରିବାକୁ ନେତାମାନେ ପରାମର୍ଶ ଦେଇଥିଲେ। ବୈଠକରେ ମହିଳା ସଂଗଠନ, ଯୁବ ସଂଗଠନ ଓ ଛାତ୍ର ସଂଗଠନର ପଦାଧିକାରୀମାନେ ମଧ୍ୟ ଉପସ୍ଥିତ ଥିଲେ।	[1272, 1448, 1468, 1724]
bjd-dateline: ଭଣ୍ଡାରିପୋଖରୀ, ୧୧।୧୨ (ଡି.ଏ.ଏ.):	[1272, 1430, 1434, 1443]
print-registration-strip	[0, 2314, 1475, 2339]
brief-headline: ବିଲ ମଝିରୁ ବୃଦ୍ଧାଙ୍କ ମୃତଦେହ ମିଳିଲା	[8, 472, 191, 523]
camp-court-headline: କ୍ୟାମ୍ପ କୋର୍ଟରେ ୨୬	[220, 612, 647, 671]
color-dots	[1190, 2318, 1250, 2337]
ganja-column-2: ଗିରଫ ଅଭିଯୁକ୍ତମାନେ ଦୀର୍ଘ ଦିନ ହେବ ଗଞ୍ଜେଇ କାରବାର କରୁଥିବା ଅଭିଯୋଗ ଥିଲା। ପୋଲିସ ସେମାନଙ୍କ ବିରୋଧରେ ଏନଡିପିଏସ ଆଇନରେ ମାମଲା ରୁଜୁ କରି କୋର୍ଟ ଚାଲାଣ କରିଛି। ଏଥିରେ ଆଉ କିଏ ଜଡ଼ିତ ଅଛନ୍ତି ତାହାର ତଦନ୍ତ ଚାଲିଛି।	[1058, 1618, 1258, 1719]
cricket-dateline: ଖୁଣ୍ଟା, ୧୧।୧୨ (ଡି.ଏ.ଏ.):	[220, 1282, 337, 1295]
brief-headline: ଖଇରାରେ ଖୋଲିଲା ଅବକାରୀ ଥାନା	[8, 975, 167, 1027]
